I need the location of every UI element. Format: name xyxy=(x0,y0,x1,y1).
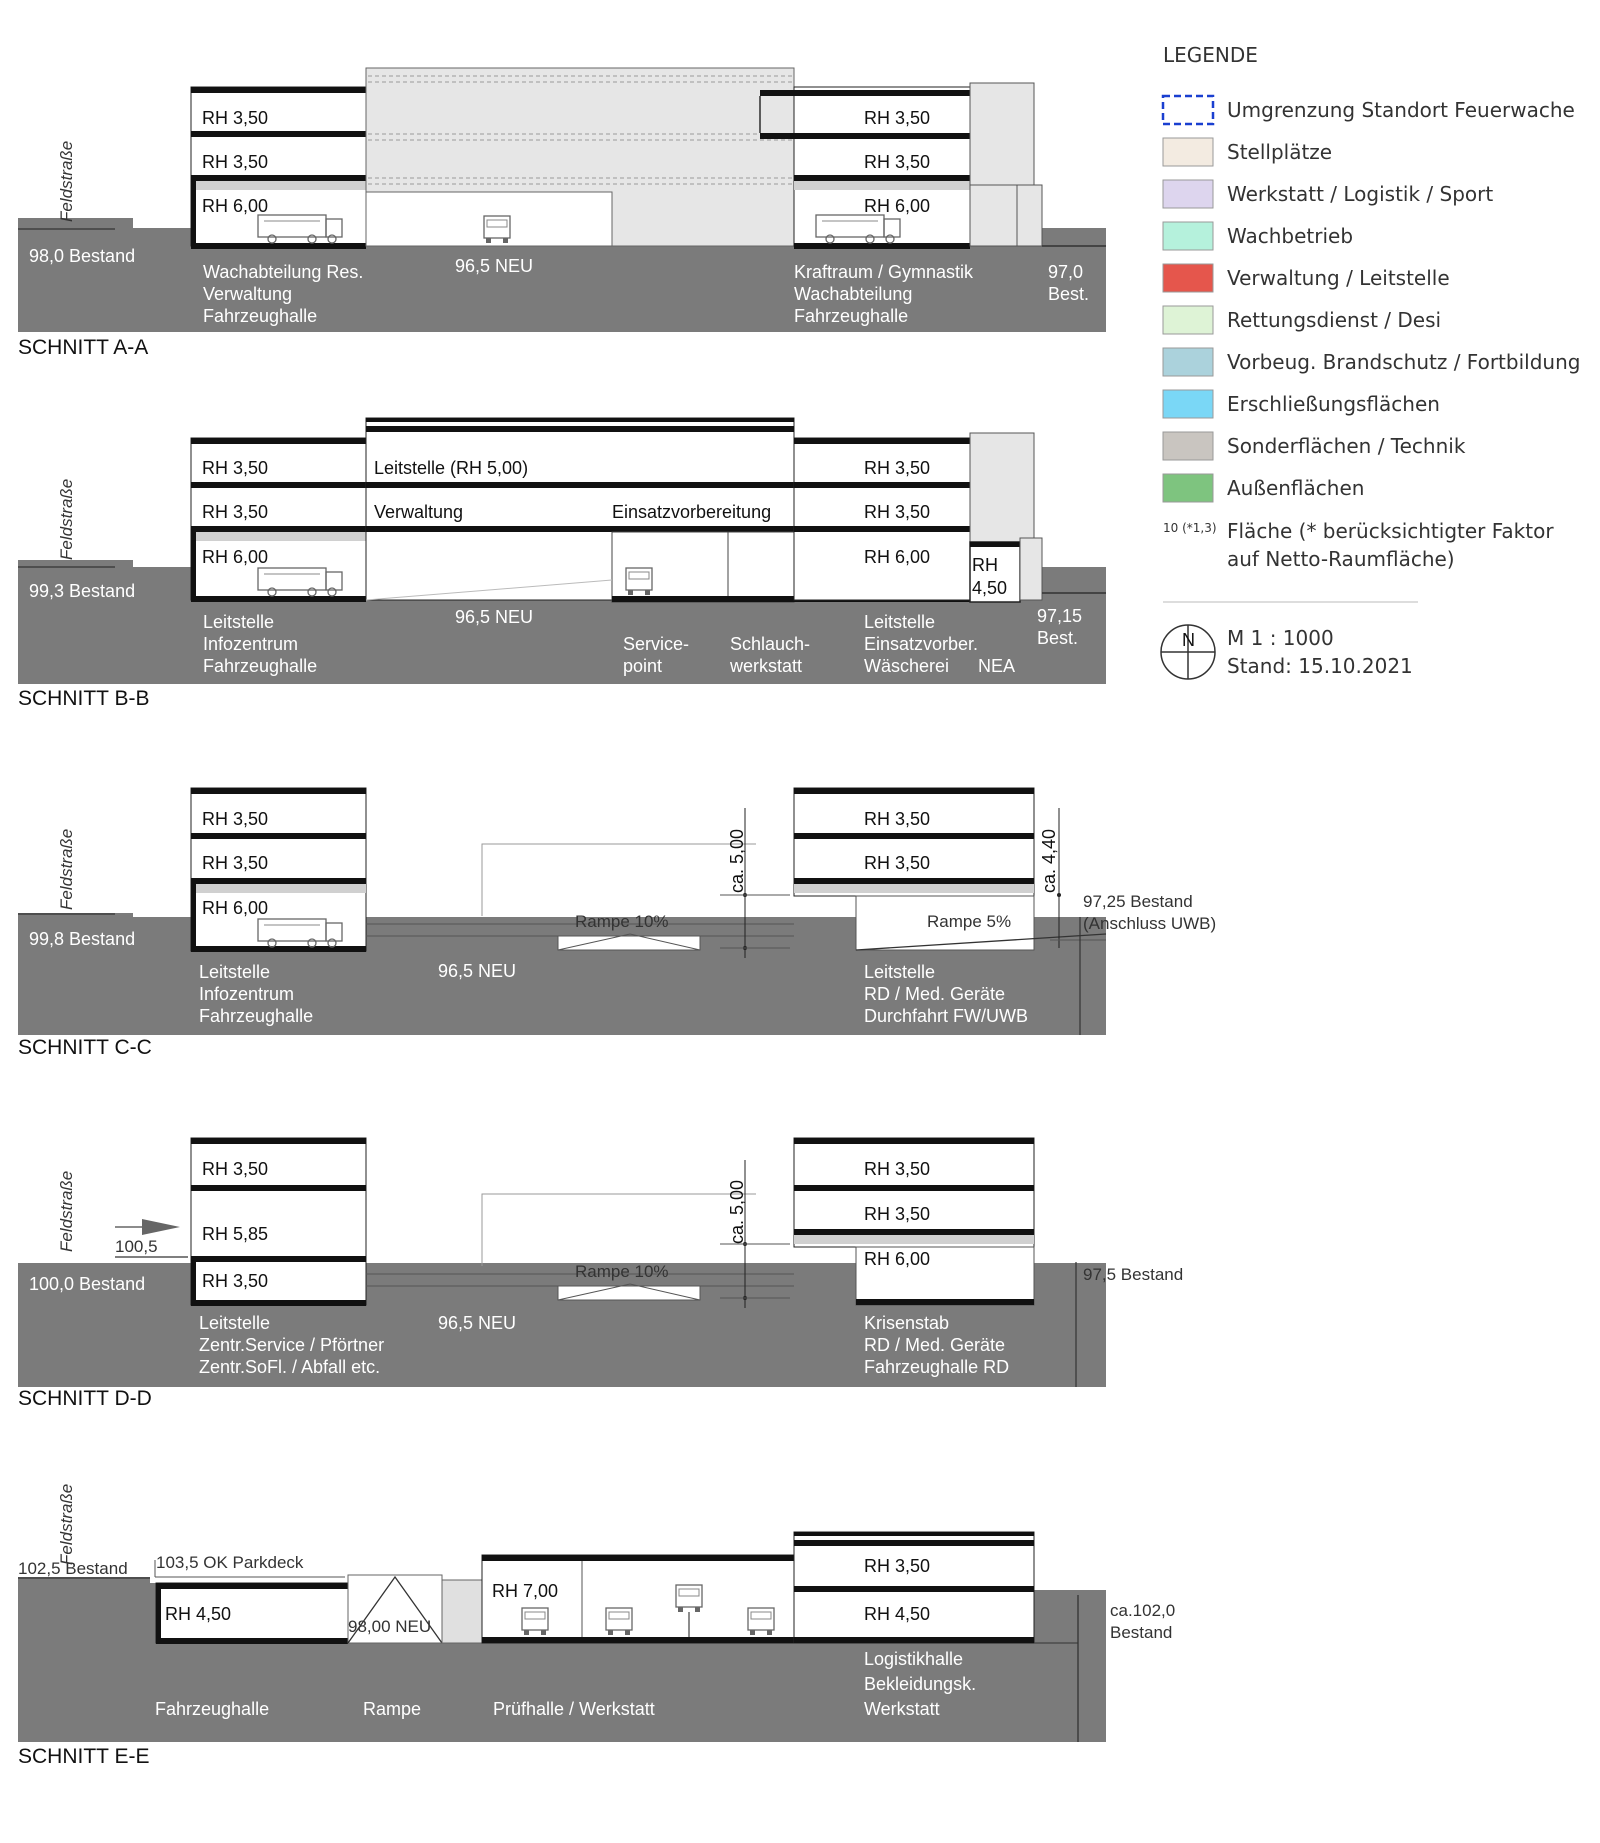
elevation-right-a: 97,0 xyxy=(1048,262,1084,282)
use-label: Infozentrum xyxy=(199,984,295,1004)
legend-area-line: Fläche (* berücksichtigter Faktor xyxy=(1227,519,1554,543)
section-title-e: SCHNITT E-E xyxy=(18,1745,150,1768)
legend-label: Sonderflächen / Technik xyxy=(1227,434,1466,458)
rh-label: RH 3,50 xyxy=(864,1556,931,1576)
legend-label: Werkstatt / Logistik / Sport xyxy=(1227,182,1494,206)
elevation-new-c: 96,5 NEU xyxy=(438,961,517,981)
legend-item xyxy=(1163,390,1440,418)
elevation-right-e: Bestand xyxy=(1110,1623,1173,1642)
elevation-left-c: 99,8 Bestand xyxy=(29,929,136,949)
use-label: Schlauch- xyxy=(730,634,811,654)
legend-item xyxy=(1163,474,1364,502)
legend-swatch xyxy=(1163,222,1213,250)
use-label: Bekleidungsk. xyxy=(864,1674,977,1694)
use-label: Prüfhalle / Werkstatt xyxy=(493,1699,655,1719)
rh-label: RH 3,50 xyxy=(202,1159,269,1179)
legend-label: Verwaltung / Leitstelle xyxy=(1227,266,1450,290)
legend-label: Erschließungsflächen xyxy=(1227,392,1440,416)
legend-scale: M 1 : 1000 xyxy=(1227,626,1334,650)
ramp-label: Rampe 5% xyxy=(927,912,1012,931)
use-label: Logistikhalle xyxy=(864,1649,964,1669)
legend-area-prefix: 10 (*1,3) xyxy=(1163,521,1217,535)
ramp-label: Rampe 10% xyxy=(575,1262,669,1281)
use-label: werkstatt xyxy=(730,656,803,676)
use-label: Fahrzeughalle xyxy=(203,656,318,676)
use-label: Krisenstab xyxy=(864,1313,950,1333)
use-label: Zentr.Service / Pförtner xyxy=(199,1335,385,1355)
street-label-b: Feldstraße xyxy=(57,478,76,560)
elevation-left-a: 98,0 Bestand xyxy=(29,246,136,266)
rh-label: RH 3,50 xyxy=(864,458,931,478)
elevation-new-a: 96,5 NEU xyxy=(455,256,534,276)
rh-label: RH 3,50 xyxy=(864,502,931,522)
elevation-right-b: Best. xyxy=(1037,628,1079,648)
use-label: Zentr.SoFl. / Abfall etc. xyxy=(199,1357,381,1377)
elevation-new-b: 96,5 NEU xyxy=(455,607,534,627)
rh-label: RH 3,50 xyxy=(864,152,931,172)
legend-swatch xyxy=(1163,138,1213,166)
use-label: Wachabteilung xyxy=(794,284,913,304)
legend-swatch xyxy=(1163,306,1213,334)
legend-swatch xyxy=(1163,264,1213,292)
legend-item xyxy=(1163,264,1450,292)
use-label: Fahrzeughalle xyxy=(199,1006,314,1026)
use-label: RD / Med. Geräte xyxy=(864,984,1006,1004)
section-title-d: SCHNITT D-D xyxy=(18,1387,152,1410)
use-label: Fahrzeughalle xyxy=(155,1699,270,1719)
use-label: Kraftraum / Gymnastik xyxy=(794,262,974,282)
legend-item xyxy=(1163,138,1332,166)
ramp-label: Rampe 10% xyxy=(575,912,669,931)
dimension-label: ca. 5,00 xyxy=(727,828,747,893)
use-label: Einsatzvorber. xyxy=(864,634,979,654)
elevation-right-c: 97,25 Bestand xyxy=(1083,892,1193,911)
use-label: Service- xyxy=(623,634,690,654)
use-label: RD / Med. Geräte xyxy=(864,1335,1006,1355)
room-label: Leitstelle (RH 5,00) xyxy=(374,458,529,478)
rh-label: RH 6,00 xyxy=(202,898,269,918)
elevation-right-d: 97,5 Bestand xyxy=(1083,1265,1184,1284)
rh-label: RH 6,00 xyxy=(864,1249,931,1269)
legend-label: Vorbeug. Brandschutz / Fortbildung xyxy=(1227,350,1581,374)
rh-label: RH 5,85 xyxy=(202,1224,269,1244)
rh-label: RH 3,50 xyxy=(864,1204,931,1224)
elevation-right-e: ca.102,0 xyxy=(1110,1601,1176,1620)
rh-label: RH 3,50 xyxy=(202,853,269,873)
legend-label: Stellplätze xyxy=(1227,140,1333,164)
elevation-new-d: 96,5 NEU xyxy=(438,1313,517,1333)
rh-label: RH 7,00 xyxy=(492,1581,559,1601)
rh-label: RH 3,50 xyxy=(202,1271,269,1291)
rh-label: RH 3,50 xyxy=(202,152,269,172)
use-label: Leitstelle xyxy=(199,1313,271,1333)
rh-label: RH 3,50 xyxy=(202,108,269,128)
rh-label: RH xyxy=(972,555,998,575)
street-label-c: Feldstraße xyxy=(57,828,76,910)
use-label: Wäscherei xyxy=(864,656,950,676)
use-label: Werkstatt xyxy=(864,1699,940,1719)
elevation-right-a: Best. xyxy=(1048,284,1090,304)
rh-label: RH 3,50 xyxy=(864,1159,931,1179)
elevation-left-d: 100,0 Bestand xyxy=(29,1274,146,1294)
dimension-label: ca. 5,00 xyxy=(727,1179,747,1244)
section-title-a: SCHNITT A-A xyxy=(18,336,149,359)
legend xyxy=(1161,96,1580,679)
rh-label: RH 4,50 xyxy=(165,1604,232,1624)
rh-label: RH 3,50 xyxy=(202,458,269,478)
legend-swatch xyxy=(1163,180,1213,208)
legend-swatch xyxy=(1163,390,1213,418)
legend-label: Wachbetrieb xyxy=(1227,224,1354,248)
rh-label: RH 6,00 xyxy=(864,196,931,216)
legend-swatches xyxy=(1163,96,1580,502)
use-label: point xyxy=(623,656,663,676)
legend-label: Außenflächen xyxy=(1227,476,1365,500)
rh-label: RH 3,50 xyxy=(202,502,269,522)
rh-label: 4,50 xyxy=(972,578,1008,598)
use-label: Fahrzeughalle xyxy=(203,306,318,326)
room-label: Einsatzvorbereitung xyxy=(612,502,772,522)
legend-item xyxy=(1163,222,1353,250)
use-label: Fahrzeughalle RD xyxy=(864,1357,1010,1377)
legend-swatch xyxy=(1163,474,1213,502)
use-label: Infozentrum xyxy=(203,634,299,654)
rh-label: RH 4,50 xyxy=(864,1604,931,1624)
section-a-a xyxy=(18,68,1106,332)
use-label: Fahrzeughalle xyxy=(794,306,909,326)
ramp-elevation: 98,00 NEU xyxy=(348,1617,432,1636)
legend-item xyxy=(1163,180,1493,208)
rh-label: RH 6,00 xyxy=(202,547,269,567)
legend-item xyxy=(1163,348,1580,376)
use-label: Leitstelle xyxy=(864,612,936,632)
dimension-label: ca. 4,40 xyxy=(1039,828,1059,893)
use-label: Verwaltung xyxy=(203,284,293,304)
legend-swatch xyxy=(1163,96,1213,124)
elevation-arrow-d: 100,5 xyxy=(115,1237,158,1256)
section-title-c: SCHNITT C-C xyxy=(18,1036,152,1059)
legend-swatch xyxy=(1163,348,1213,376)
legend-item xyxy=(1163,306,1441,334)
legend-item xyxy=(1163,96,1575,124)
legend-swatch xyxy=(1163,432,1213,460)
elevation-right-c: (Anschluss UWB) xyxy=(1083,914,1217,933)
section-title-b: SCHNITT B-B xyxy=(18,687,150,710)
legend-area-line: auf Netto-Raumfläche) xyxy=(1227,547,1455,571)
parkdeck-label: 103,5 OK Parkdeck xyxy=(156,1553,304,1572)
legend-label: Rettungsdienst / Desi xyxy=(1227,308,1442,332)
legend-date: Stand: 15.10.2021 xyxy=(1227,654,1413,678)
rh-label: RH 3,50 xyxy=(864,853,931,873)
use-label: Durchfahrt FW/UWB xyxy=(864,1006,1029,1026)
legend-label: Umgrenzung Standort Feuerwache xyxy=(1227,98,1575,122)
street-label-e: Feldstraße xyxy=(57,1483,76,1565)
elevation-left-b: 99,3 Bestand xyxy=(29,581,136,601)
use-label: Leitstelle xyxy=(199,962,271,982)
legend-title: LEGENDE xyxy=(1163,43,1258,67)
rh-label: RH 3,50 xyxy=(202,809,269,829)
use-label: NEA xyxy=(978,656,1016,676)
rh-label: RH 3,50 xyxy=(864,809,931,829)
use-label: Leitstelle xyxy=(203,612,275,632)
north-label: N xyxy=(1182,630,1195,650)
use-label: Leitstelle xyxy=(864,962,936,982)
elevation-left-e: 102,5 Bestand xyxy=(18,1559,128,1578)
street-label-d: Feldstraße xyxy=(57,1170,76,1252)
rh-label: RH 6,00 xyxy=(202,196,269,216)
rh-label: RH 6,00 xyxy=(864,547,931,567)
use-label: Rampe xyxy=(363,1699,422,1719)
room-label: Verwaltung xyxy=(374,502,464,522)
legend-item xyxy=(1163,432,1466,460)
use-label: Wachabteilung Res. xyxy=(203,262,364,282)
street-label-a: Feldstraße xyxy=(57,140,76,222)
elevation-right-b: 97,15 xyxy=(1037,606,1083,626)
rh-label: RH 3,50 xyxy=(864,108,931,128)
